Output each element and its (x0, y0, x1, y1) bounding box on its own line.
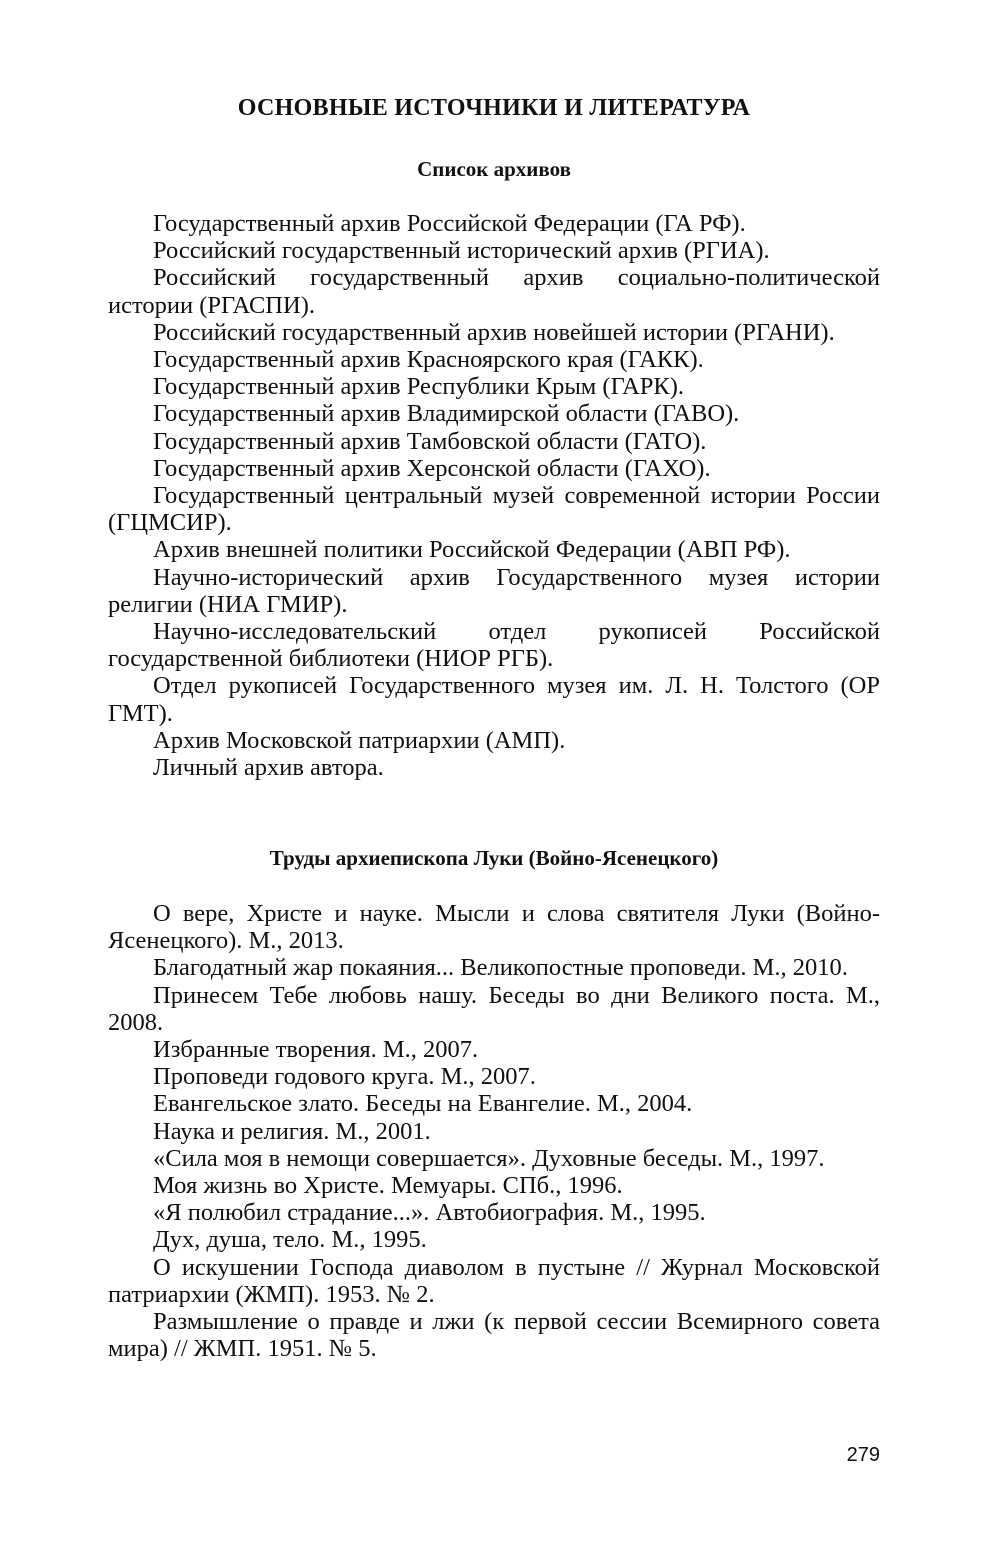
work-entry: Проповеди годового круга. М., 2007. (153, 1063, 536, 1091)
work-entry: О искушении Господа диаволом в пустыне // Журнал Московской патриархии (ЖМП). 1953. № 2. (108, 1253, 880, 1308)
archive-entry: Государственный архив Российской Федерации (ГА РФ). (153, 210, 746, 237)
archive-entry: Государственный архив Владимирской области (ГАВО). (153, 400, 740, 428)
archive-entry: Архив Московской патриархии (АМП). (153, 726, 566, 754)
work-entry: «Я полюбил страдание...». Автобиография. М., 1995. (153, 1199, 706, 1227)
work-entry: Размышление о правде и лжи (к первой сессии Всемирного совета мира) // ЖМП. 1951. № 5. (108, 1308, 880, 1363)
archive-entry: Отдел рукописей Государственного музея им. Л. Н. Толстого (ОР ГМТ). (108, 672, 880, 727)
archive-entry: Российский государственный архив социально-политической истории (РГАСПИ). (108, 264, 880, 319)
archive-entry: Государственный архив Красноярского края (ГАКК). (153, 346, 704, 374)
work-entry: «Сила моя в немощи совершается». Духовные беседы. М., 1997. (153, 1144, 825, 1172)
archive-entry: Государственный центральный музей современной истории России (ГЦМСИР). (108, 482, 880, 537)
archive-entry: Архив внешней политики Российской Федерации (АВП РФ). (153, 536, 791, 564)
work-entry: Евангельское злато. Беседы на Евангелие. М., 2004. (153, 1090, 693, 1118)
work-entry: Благодатный жар покаяния... Великопостные проповеди. М., 2010. (153, 954, 848, 982)
archive-entry: Государственный архив Херсонской области (ГАХО). (153, 454, 711, 482)
archive-entry: Государственный архив Республики Крым (ГАРК). (153, 373, 685, 401)
page-title: ОСНОВНЫЕ ИСТОЧНИКИ И ЛИТЕРАТУРА (237, 95, 751, 121)
work-entry: Моя жизнь во Христе. Мемуары. СПб., 1996. (153, 1172, 623, 1200)
work-entry: Избранные творения. М., 2007. (153, 1036, 479, 1064)
work-entry: Наука и религия. М., 2001. (153, 1117, 431, 1145)
work-entry: Дух, душа, тело. М., 1995. (153, 1226, 427, 1254)
works-heading: Труды архиепископа Луки (Войно-Ясенецкого) (269, 846, 719, 870)
archives-heading: Список архивов (417, 157, 571, 181)
archive-entry: Государственный архив Тамбовской области (ГАТО). (153, 427, 707, 455)
work-entry: Принесем Тебе любовь нашу. Беседы во дни Великого поста. М., 2008. (108, 981, 880, 1036)
archive-entry: Российский государственный архив новейшей истории (РГАНИ). (153, 318, 835, 346)
page-number: 279 (846, 1444, 880, 1466)
work-entry: О вере, Христе и науке. Мысли и слова святителя Луки (Войно-Ясенецкого). М., 2013. (108, 900, 880, 955)
archive-entry: Научно-исследовательский отдел рукописей Российской государственной библиотеки (НИОР РГБ). (108, 618, 880, 673)
archives-list (108, 210, 880, 781)
archive-entry: Научно-исторический архив Государственного музея истории религии (НИА ГМИР). (108, 563, 880, 618)
page (108, 0, 880, 1562)
archive-entry: Российский государственный исторический архив (РГИА). (153, 237, 770, 265)
archive-entry: Личный архив автора. (153, 754, 384, 782)
works-list (108, 900, 880, 1362)
